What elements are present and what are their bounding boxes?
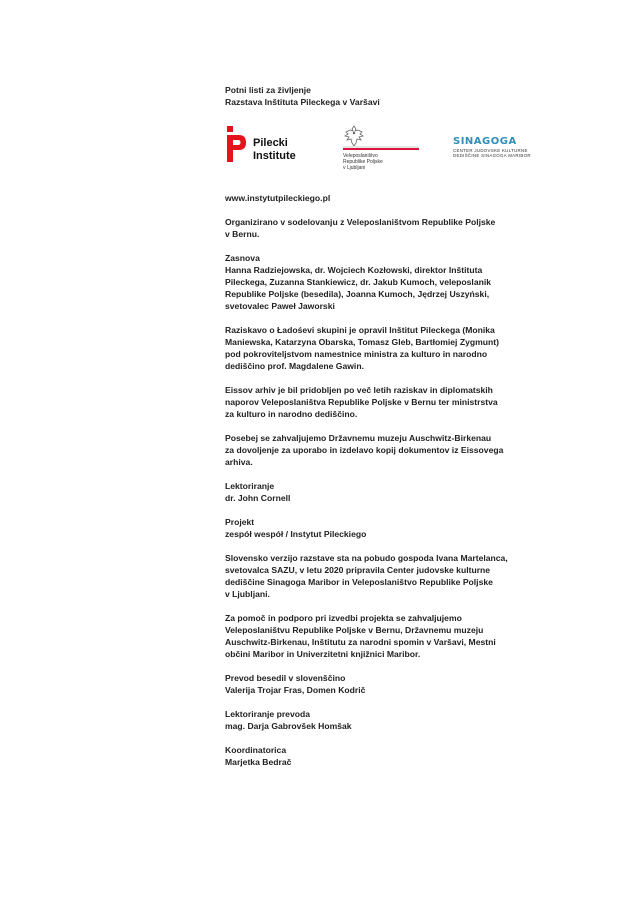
- embassy-logo: [343, 124, 419, 174]
- pilecki-mark-icon: [225, 126, 247, 162]
- credits-paragraph: [225, 252, 555, 312]
- exhibition-subtitle: Razstava Inštituta Pileckega v Varšavi: [225, 97, 380, 107]
- paragraph-line: Marjetka Bedrač: [225, 757, 292, 767]
- paragraph-line: Veleposlaništvu Republike Poljske v Bernu, Državnemu muzeju: [225, 625, 484, 635]
- exhibition-title: Potni listi za življenje: [225, 85, 311, 95]
- credits-paragraph: [225, 432, 555, 468]
- pilecki-word-2: Institute: [253, 150, 296, 162]
- paragraph-line: svetovalca SAZU, v letu 2020 pripravila Center judovske kulturne: [225, 565, 491, 575]
- paragraph-line: Eissov arhiv je bil pridobljen po več letih raziskav in diplomatskih: [225, 385, 493, 395]
- eagle-emblem-icon: [343, 124, 365, 148]
- pilecki-wordmark: [253, 137, 296, 163]
- flag-red-stripe: [343, 148, 419, 150]
- sinagoga-logo: [453, 136, 545, 166]
- sinagoga-subtitle-1: CENTER JUDOVSKE KULTURNE: [453, 148, 528, 153]
- paragraph-line: dediščino prof. Magdalene Gawin.: [225, 361, 364, 371]
- credits-paragraph: [225, 708, 555, 732]
- paragraph-line: mag. Darja Gabrovšek Homšak: [225, 721, 352, 731]
- paragraph-line: arhiva.: [225, 457, 253, 467]
- paragraph-line: Auschwitz-Birkenau, Inštitutu za narodni spomin v Varšavi, Mestni: [225, 637, 496, 647]
- paragraph-line: Lektoriranje prevoda: [225, 709, 311, 719]
- paragraph-line: Raziskavo o Ładośevi skupini je opravil Inštitut Pileckega (Monika: [225, 325, 495, 335]
- credits-paragraph: [225, 672, 555, 696]
- credits-paragraph: [225, 480, 555, 504]
- paragraph-line: pod pokroviteljstvom namestnice ministra za kulturo in narodno: [225, 349, 488, 359]
- pilecki-logo: [225, 126, 320, 166]
- paragraph-line: Prevod besedil v slovenščino: [225, 673, 346, 683]
- embassy-name: [343, 153, 383, 171]
- paragraph-line: Lektoriranje: [225, 481, 275, 491]
- paragraph-line: občini Maribor in Univerzitetni knjižnici Maribor.: [225, 649, 421, 659]
- credits-paragraph: [225, 552, 555, 600]
- paragraph-line: Koordinatorica: [225, 745, 287, 755]
- sinagoga-title: SINAGOGA: [453, 136, 517, 147]
- sinagoga-subtitle-2: DEDIŠČINE SINAGOGA MARIBOR: [453, 153, 531, 159]
- paragraph-line: v Ljubljani.: [225, 589, 270, 599]
- paragraph-line: Hanna Radziejowska, dr. Wojciech Kozłowski, direktor Inštituta: [225, 265, 483, 275]
- pilecki-word-1: Pilecki: [253, 137, 288, 149]
- paragraph-line: v Bernu.: [225, 229, 260, 239]
- paragraph-line: dr. John Cornell: [225, 493, 291, 503]
- website-link[interactable]: [225, 192, 555, 204]
- credits-paragraph: [225, 324, 555, 372]
- embassy-line-3: v Ljubljani: [343, 165, 366, 171]
- paragraph-line: Republike Poljske (besedila), Joanna Kumoch, Jędrzej Uszyński,: [225, 289, 490, 299]
- embassy-line-2: Republike Poljske: [343, 159, 383, 165]
- paragraph-line: Projekt: [225, 517, 255, 527]
- paragraph-line: za kulturo in narodno dediščino.: [225, 409, 358, 419]
- paragraph-line: Posebej se zahvaljujemo Državnemu muzeju Auschwitz-Birkenau: [225, 433, 492, 443]
- paragraph-line: Slovensko verzijo razstave sta na pobudo gospoda Ivana Martelanca,: [225, 553, 508, 563]
- paragraph-line: Organizirano v sodelovanju z Veleposlaništvom Republike Poljske: [225, 217, 496, 227]
- credits-paragraph: [225, 744, 555, 768]
- paragraph-line: Za pomoč in podporo pri izvedbi projekta se zahvaljujemo: [225, 613, 462, 623]
- credits-paragraph: [225, 216, 555, 240]
- page-heading: [225, 84, 380, 108]
- paragraph-line: zespół wespół / Instytut Pileckiego: [225, 529, 367, 539]
- logo-row: [225, 124, 545, 174]
- credits-paragraph: [225, 384, 555, 420]
- paragraph-line: www.instytutpileckiego.pl: [225, 193, 331, 203]
- credits-paragraph: [225, 612, 555, 660]
- paragraph-line: Pileckega, Zuzanna Stankiewicz, dr. Jakub Kumoch, veleposlanik: [225, 277, 492, 287]
- paragraph-line: Zasnova: [225, 253, 260, 263]
- paragraph-line: naporov Veleposlaništva Republike Poljske v Bernu ter ministrstva: [225, 397, 498, 407]
- paragraph-line: Maniewska, Katarzyna Obarska, Tomasz Gleb, Bartłomiej Zygmunt): [225, 337, 499, 347]
- paragraph-line: dediščine Sinagoga Maribor in Veleposlaništvo Republike Poljske: [225, 577, 493, 587]
- credits-paragraph: [225, 516, 555, 540]
- paragraph-line: Valerija Trojar Fras, Domen Kodrič: [225, 685, 366, 695]
- embassy-line-1: Veleposlaništvo: [343, 153, 378, 159]
- credits-body: [225, 192, 555, 780]
- paragraph-line: svetovalec Paweł Jaworski: [225, 301, 335, 311]
- paragraph-line: za dovoljenje za uporabo in izdelavo kopij dokumentov iz Eissovega: [225, 445, 504, 455]
